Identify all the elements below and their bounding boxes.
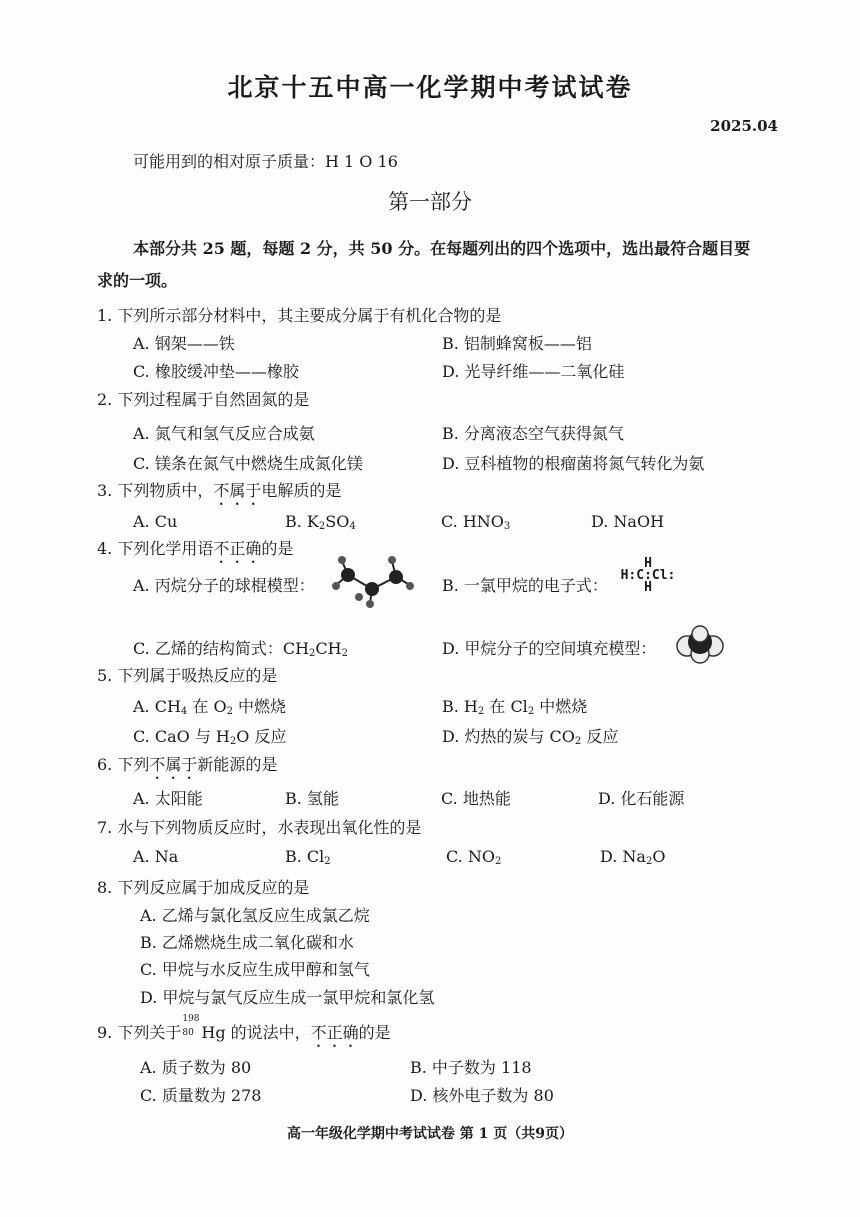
instructions-line-1: 本部分共 25 题，每题 2 分，共 50 分。在每题列出的四个选项中，选出最符合题目要: [133, 239, 751, 258]
question-1-option-b: B. 铝制蜂窝板——铝: [442, 334, 592, 353]
question-3-option-a: A. Cu: [133, 512, 178, 531]
exam-title: 北京十五中高一化学期中考试试卷: [227, 73, 633, 102]
question-7-option-d: D. $Na_2O$: [600, 847, 666, 867]
question-2-option-b: B. 分离液态空气获得氮气: [442, 424, 624, 443]
question-6-option-a: A. 太阳能: [133, 789, 203, 808]
question-4-option-a: A. 丙烷分子的球棍模型：: [133, 576, 315, 595]
question-4-option-b: B. 一氯甲烷的电子式：: [442, 576, 608, 595]
question-2-option-c: C. 镁条在氮气中燃烧生成氮化镁: [133, 454, 363, 473]
question-6-option-b: B. 氢能: [285, 789, 339, 808]
question-7-stem: 7. 水与下列物质反应时，水表现出氧化性的是: [97, 818, 422, 837]
part-heading: 第一部分: [388, 190, 472, 214]
question-5-option-d: D. 灼热的炭与 $CO_2$ 反应: [442, 727, 619, 747]
question-4-option-c: C. 乙烯的结构简式：$CH_2CH_2$: [133, 639, 348, 659]
question-5-option-a: A. $CH_4$ 在 $O_2$ 中燃烧: [133, 697, 287, 717]
question-7-option-a: A. Na: [133, 847, 179, 866]
question-8-option-b: B. 乙烯燃烧生成二氧化碳和水: [140, 933, 354, 952]
question-6-option-d: D. 化石能源: [598, 789, 685, 808]
propane-ball-stick-model: [326, 553, 418, 611]
question-6-stem: 6. 下列不属于新能源的是: [97, 755, 278, 774]
methane-space-filling-model: [676, 624, 724, 664]
mercury-isotope-notation: 198 80: [182, 1014, 200, 1038]
atomic-masses-note: 可能用到的相对原子质量：H 1 O 16: [133, 152, 398, 171]
question-1-option-a: A. 钢架——铁: [133, 334, 235, 353]
question-1-stem: 1. 下列所示部分材料中，其主要成分属于有机化合物的是: [97, 306, 502, 325]
exam-date: 2025.04: [710, 117, 778, 135]
question-8-stem: 8. 下列反应属于加成反应的是: [97, 878, 310, 897]
question-3-option-c: C. $HNO_3$: [441, 512, 511, 532]
question-4-stem: 4. 下列化学用语不正确的是: [97, 539, 294, 558]
question-5-option-c: C. CaO 与 $H_2O$ 反应: [133, 727, 287, 747]
question-3-option-b: B. $K_2SO_4$: [285, 512, 356, 532]
question-1-option-d: D. 光导纤维——二氧化硅: [442, 362, 625, 381]
question-8-option-a: A. 乙烯与氯化氢反应生成氯乙烷: [140, 906, 370, 925]
question-9-stem: 9. 下列关于 198 80 Hg 的说法中，不正确的是: [97, 1014, 391, 1042]
question-2-option-d: D. 豆科植物的根瘤菌将氮气转化为氨: [442, 454, 705, 473]
page-footer: 高一年级化学期中考试试卷 第 1 页（共9页）: [286, 1126, 574, 1142]
question-5-option-b: B. $H_2$ 在 $Cl_2$ 中燃烧: [442, 697, 588, 717]
question-6-option-c: C. 地热能: [441, 789, 511, 808]
question-7-option-b: B. $Cl_2$: [285, 847, 331, 867]
question-2-stem: 2. 下列过程属于自然固氮的是: [97, 390, 310, 409]
question-9-option-c: C. 质量数为 278: [140, 1086, 262, 1105]
question-9-option-a: A. 质子数为 80: [140, 1058, 252, 1077]
question-2-option-a: A. 氮气和氢气反应合成氨: [133, 424, 315, 443]
question-3-option-d: D. NaOH: [591, 512, 665, 531]
chloromethane-lewis-structure: H H:C:Cl: H: [620, 556, 676, 595]
instructions-line-2: 求的一项。: [97, 271, 178, 290]
question-9-option-d: D. 核外电子数为 80: [410, 1086, 554, 1105]
question-9-option-b: B. 中子数为 118: [410, 1058, 532, 1077]
question-8-option-d: D. 甲烷与氯气反应生成一氯甲烷和氯化氢: [140, 988, 435, 1007]
question-3-stem: 3. 下列物质中，不属于电解质的是: [97, 481, 342, 500]
question-4-option-d: D. 甲烷分子的空间填充模型：: [442, 639, 657, 658]
question-5-stem: 5. 下列属于吸热反应的是: [97, 666, 278, 685]
emphasis-marks: 不属于: [213, 481, 262, 500]
question-7-option-c: C. $NO_2$: [446, 847, 502, 867]
question-8-option-c: C. 甲烷与水反应生成甲醇和氢气: [140, 960, 370, 979]
question-1-option-c: C. 橡胶缓冲垫——橡胶: [133, 362, 299, 381]
